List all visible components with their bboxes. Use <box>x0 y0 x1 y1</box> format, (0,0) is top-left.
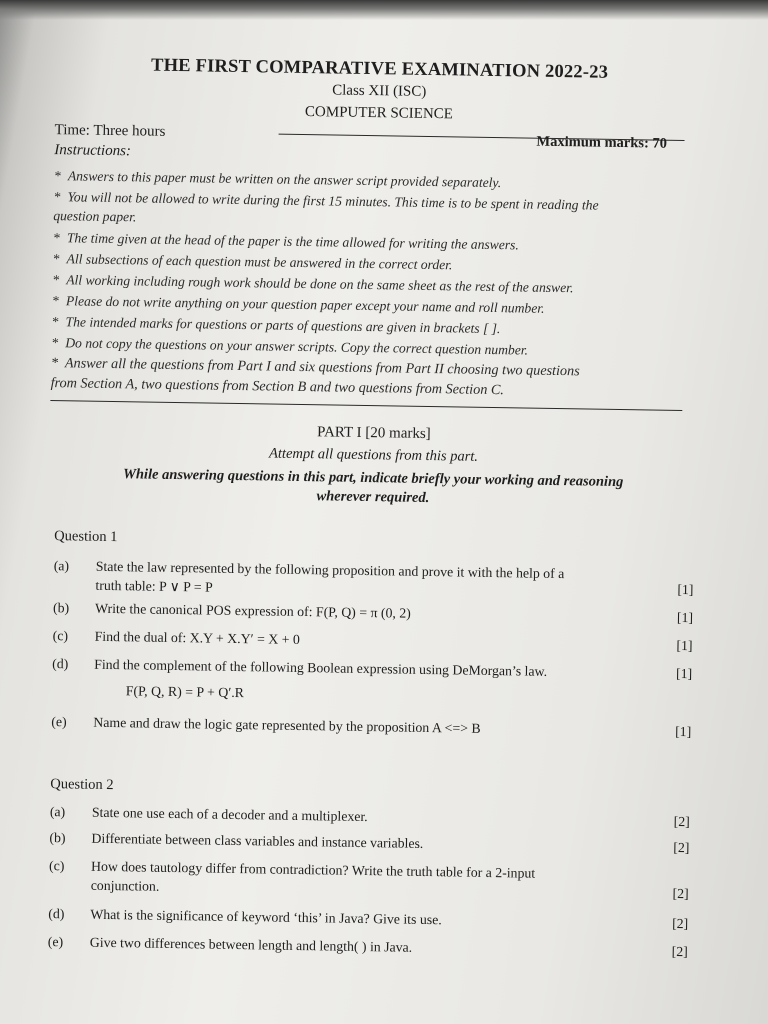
instruction-item: * The intended marks for questions or parts of questions are given in brackets [ ]. <box>51 314 501 337</box>
instruction-item: * Answers to this paper must be written on the answer script provided separately. <box>53 168 502 191</box>
time-allowed: Time: Three hours <box>54 122 166 140</box>
question-1e <box>51 712 691 742</box>
instruction-item-continued: question paper. <box>53 208 137 225</box>
question-2d <box>48 904 688 934</box>
instruction-item: * All working including rough work should be done on the same sheet as the rest of the answer. <box>52 272 574 296</box>
instruction-item: * Answer all the questions from Part I and six questions from Part II choosing two questions <box>50 355 580 380</box>
class-line: Class XII (ISC) <box>332 82 427 100</box>
item-text: State one use each of a decoder and a multiplexer. <box>91 804 368 825</box>
question-2b <box>49 828 689 858</box>
item-text: Differentiate between class variables and instance variables. <box>91 830 424 851</box>
working-instruction-line2: wherever required. <box>316 488 430 507</box>
boolean-expression: F(P, Q, R) = P + Q′.R <box>125 683 245 701</box>
item-label: (a) <box>53 558 70 574</box>
item-text: What is the significance of keyword ‘this’ in Java? Give its use. <box>90 906 442 928</box>
question-2e <box>48 932 688 962</box>
instruction-item: * You will not be allowed to write during the first 15 minutes. This time is to be spent in reading the <box>53 189 599 213</box>
item-label: (b) <box>49 830 66 846</box>
instruction-item: * Do not copy the questions on your answer scripts. Copy the correct question number. <box>51 335 529 358</box>
item-text: How does tautology differ from contradiction? Write the truth table for a 2-input conjunction. <box>90 858 536 894</box>
item-marks: [1] <box>675 723 692 740</box>
item-marks: [1] <box>677 581 694 598</box>
instruction-item: * Please do not write anything on your question paper except your name and roll number. <box>51 293 545 316</box>
working-instruction <box>43 464 704 512</box>
item-marks: [2] <box>672 915 689 932</box>
question-1d <box>52 654 692 684</box>
question-2a <box>50 802 690 832</box>
item-label: (c) <box>52 628 69 644</box>
item-text: Give two differences between length and length( ) in Java. <box>89 934 413 955</box>
item-text: Write the canonical POS expression of: F(P, Q) = π (0, 2) <box>94 600 411 621</box>
exam-title: THE FIRST COMPARATIVE EXAMINATION 2022-23 <box>150 55 609 83</box>
item-marks: [2] <box>673 813 690 830</box>
subject-line: COMPUTER SCIENCE <box>304 104 454 123</box>
item-label: (b) <box>52 600 70 616</box>
item-marks: [1] <box>676 637 693 654</box>
item-marks: [2] <box>673 839 690 856</box>
attempt-line: Attempt all questions from this part. <box>268 445 479 465</box>
item-label: (e) <box>47 934 64 950</box>
item-marks: [1] <box>675 665 693 682</box>
working-instruction-line1: While answering questions in this part, indicate briefly your working and reasoning <box>122 466 624 491</box>
item-label: (e) <box>51 714 67 730</box>
instruction-item: * The time given at the head of the paper is the time allowed for writing the answers. <box>52 230 519 253</box>
item-label: (d) <box>52 656 69 672</box>
instructions-heading: Instructions: <box>54 142 132 160</box>
instructions-rule <box>50 400 682 411</box>
item-text: Find the dual of: X.Y + X.Y′ = X + 0 <box>94 628 300 647</box>
question-1-title: Question 1 <box>54 528 118 546</box>
question-2-title: Question 2 <box>50 776 114 794</box>
item-marks: [2] <box>672 885 689 902</box>
item-label: (c) <box>48 858 65 874</box>
item-text: Find the complement of the following Boolean expression using DeMorgan’s law. <box>94 656 548 679</box>
question-1c <box>53 626 693 656</box>
item-marks: [2] <box>671 943 688 960</box>
item-marks: [1] <box>676 609 694 626</box>
page-top-edge-shadow <box>0 0 768 20</box>
question-2c <box>49 856 690 906</box>
part-heading: PART I [20 marks] <box>316 424 431 443</box>
maximum-marks: Maximum marks: 70 <box>536 133 668 152</box>
item-text: Name and draw the logic gate represented by the proposition A <=> B <box>93 714 481 736</box>
instruction-item-continued: from Section A, two questions from Section B and two questions from Section C. <box>50 375 505 399</box>
item-label: (a) <box>49 804 66 820</box>
item-text: State the law represented by the following proposition and prove it with the help of a truth table: P ∨ P = P <box>95 558 565 595</box>
instruction-item: * All subsections of each question must be answered in the correct order. <box>52 251 453 273</box>
exam-paper <box>35 42 710 1012</box>
item-label: (d) <box>48 906 65 922</box>
